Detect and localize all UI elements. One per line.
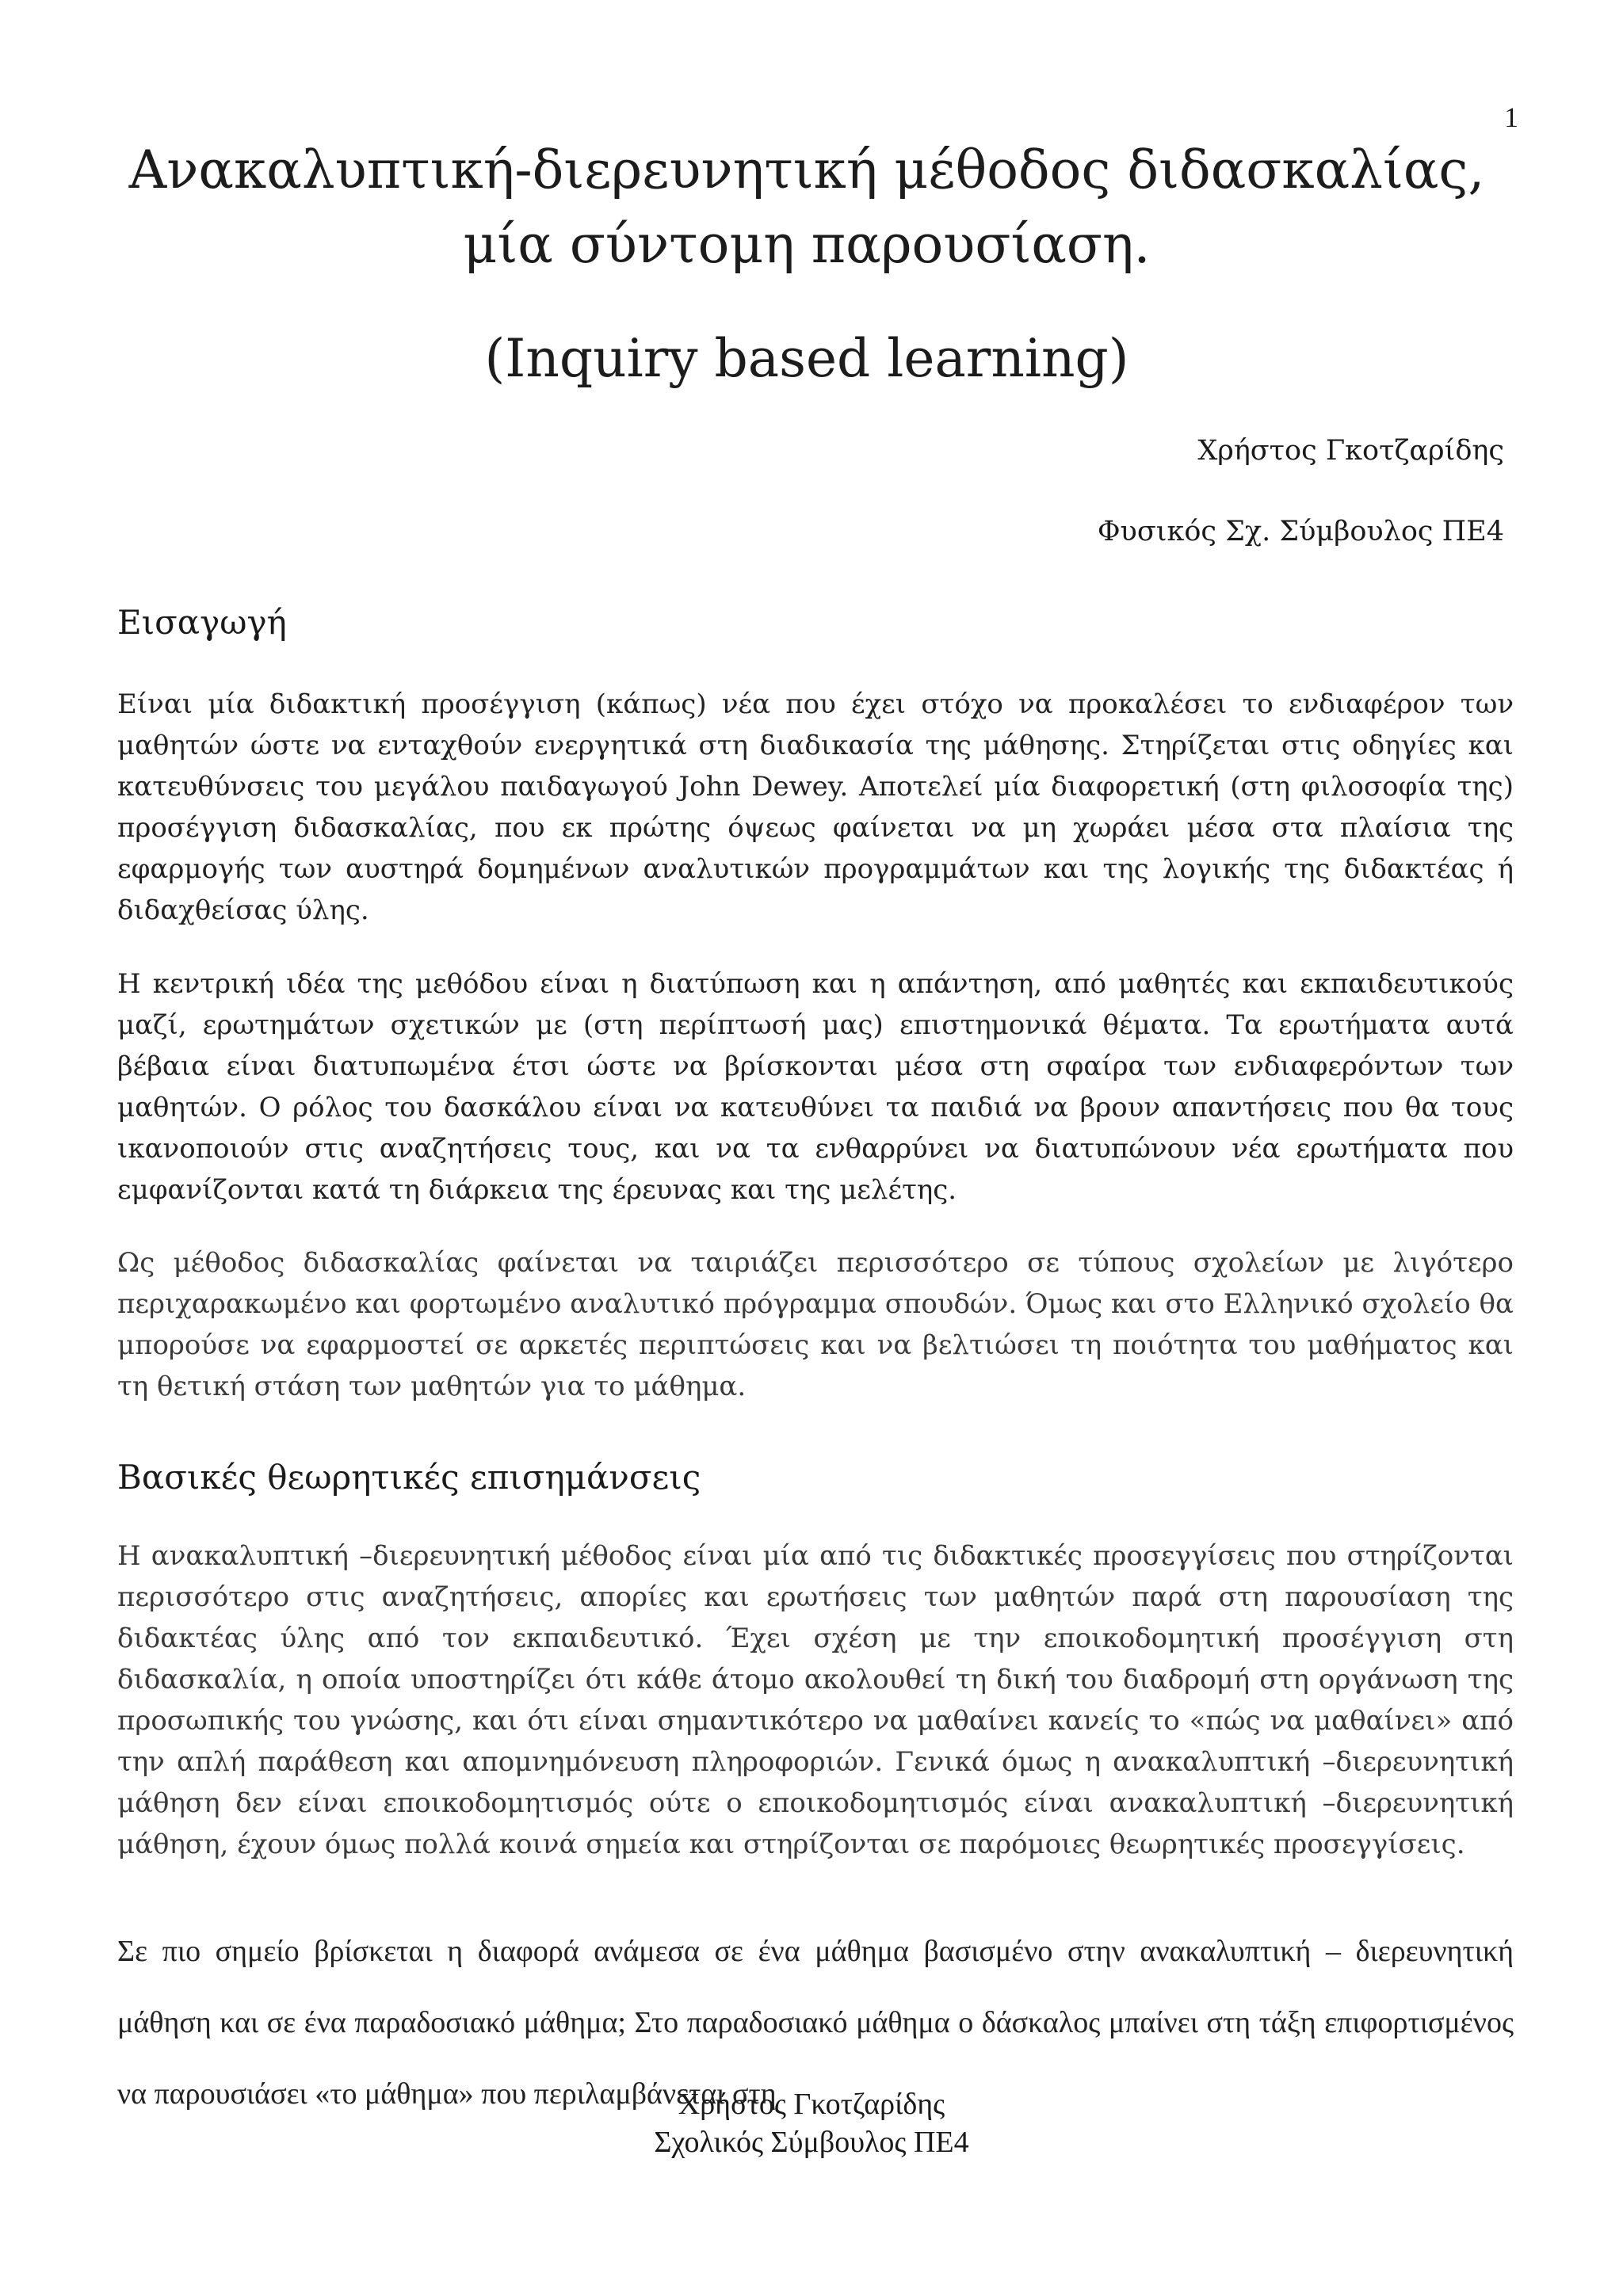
footer-author-name: Χρήστος Γκοτζαρίδης bbox=[678, 2088, 945, 2121]
section-heading-theory: Βασικές θεωρητικές επισημάνσεις bbox=[117, 1458, 701, 1497]
author-block bbox=[1098, 431, 1504, 551]
page-footer bbox=[0, 2085, 1623, 2161]
footer-author-role: Σχολικός Σύμβουλος ΠΕ4 bbox=[654, 2126, 969, 2159]
document-title bbox=[117, 133, 1496, 396]
page-number: 1 bbox=[1504, 101, 1518, 133]
theory-paragraph-1: Η ανακαλυπτική –διερευνητική μέθοδος είναι μία από τις διδακτικές προσεγγίσεις που στηρίζονται περισσότερο στις αναζητήσεις, απορίες και ερωτήσεις των μαθητών παρά στη παρουσίαση της διδακτέας ύλης από τον εκπαιδευτικό. Έχει σχέση με την εποικοδομητική προσέγγιση στη διδασκαλία, η οποία υποστηρίζει ότι κάθε άτομο ακολουθεί τη δική του διαδρομή στη οργάνωση της προσωπικής του γνώσης, και ότι είναι σημαντικότερο να μαθαίνει κανείς το «πώς να μαθαίνει» από την απλή παράθεση και απομνημόνευση πληροφοριών. Γενικά όμως η ανακαλυπτική –διερευνητική μάθηση δεν είναι εποικοδομητισμός ούτε ο εποικοδομητισμός είναι ανακαλυπτική –διερευνητική μάθηση, έχουν όμως πολλά κοινά σημεία και στηρίζονται σε παρόμοιες θεωρητικές προσεγγίσεις. bbox=[117, 1540, 1514, 1860]
author-role: Φυσικός Σχ. Σύμβουλος ΠΕ4 bbox=[1097, 516, 1504, 547]
intro-paragraph-3: Ως μέθοδος διδασκαλίας φαίνεται να ταιριάζει περισσότερο σε τύπους σχολείων με λιγότερο περιχαρακωμένο και φορτωμένο αναλυτικό πρόγραμμα σπουδών. Όμως και στο Ελληνικό σχολείο θα μπορούσε να εφαρμοστεί σε αρκετές περιπτώσεις και να βελτιώσει τη ποιότητα του μαθήματος και τη θετική στάση των μαθητών για το μάθημα. bbox=[117, 1247, 1514, 1402]
intro-paragraph-1: Είναι μία διδακτική προσέγγιση (κάπως) νέα που έχει στόχο να προκαλέσει το ενδιαφέρον των μαθητών ώστε να ενταχθούν ενεργητικά στη διαδικασία της μάθησης. Στηρίζεται στις οδηγίες και κατευθύνσεις του μεγάλου παιδαγωγού John Dewey. Αποτελεί μία διαφορετική (στη φιλοσοφία της) προσέγγιση διδασκαλίας, που εκ πρώτης όψεως φαίνεται να μη χωράει μέσα στα πλαίσια της εφαρμογής των αυστηρά δομημένων αναλυτικών προγραμμάτων και της λογικής της διδακτέας ή διδαχθείσας ύλης. bbox=[117, 688, 1514, 926]
author-name: Χρήστος Γκοτζαρίδης bbox=[1197, 435, 1504, 467]
title-line-2: μία σύντομη παρουσίαση. bbox=[463, 214, 1151, 275]
section-heading-intro: Εισαγωγή bbox=[117, 603, 287, 642]
theory-paragraph-2: Σε πιο σημείο βρίσκεται η διαφορά ανάμεσα σε ένα μάθημα βασισμένο στην ανακαλυπτική – διερευνητική μάθηση και σε ένα παραδοσιακό μάθημα; Στο παραδοσιακό μάθημα ο δάσκαλος μπαίνει στη τάξη επιφορτισμένος να παρουσιάσει «το μάθημα» που περιλαμβάνεται στη bbox=[117, 1935, 1514, 2111]
document-subtitle: (Inquiry based learning) bbox=[484, 328, 1129, 389]
title-line-1: Ανακαλυπτική-διερευνητική μέθοδος διδασκαλίας, bbox=[128, 139, 1485, 200]
intro-paragraph-2: Η κεντρική ιδέα της μεθόδου είναι η διατύπωση και η απάντηση, από μαθητές και εκπαιδευτικούς μαζί, ερωτημάτων σχετικών με (στη περίπτωσή μας) επιστημονικά θέματα. Τα ερωτήματα αυτά βέβαια είναι διατυπωμένα έτσι ώστε να βρίσκονται μέσα στη σφαίρα των ενδιαφερόντων των μαθητών. Ο ρόλος του δασκάλου είναι να κατευθύνει τα παιδιά να βρουν απαντήσεις που θα τους ικανοποιούν στις αναζητήσεις τους, και να τα ενθαρρύνει να διατυπώνουν νέα ερωτήματα που εμφανίζονται κατά τη διάρκεια της έρευνας και της μελέτης. bbox=[117, 968, 1514, 1206]
